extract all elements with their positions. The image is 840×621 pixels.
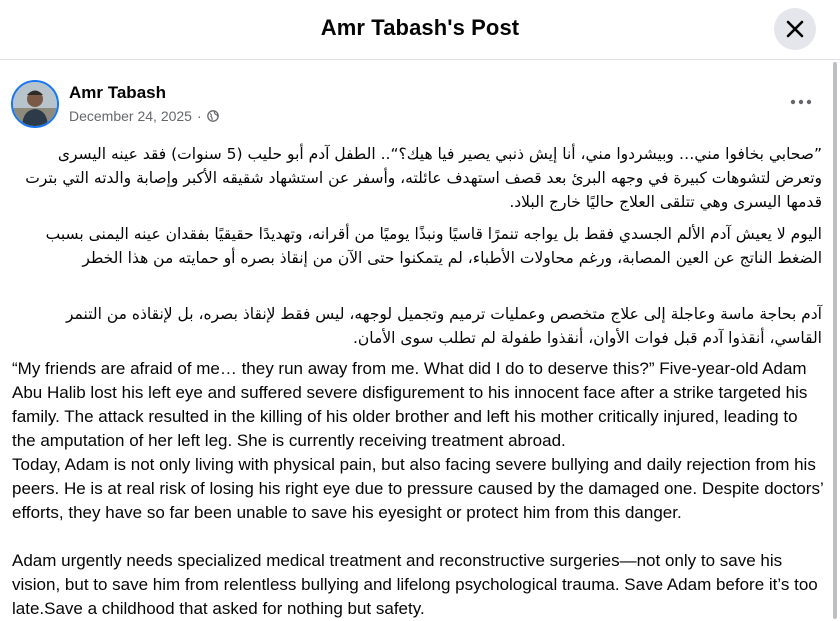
arabic-paragraph: اليوم لا يعيش آدم الألم الجسدي فقط بل يواجه تنمرًا قاسيًا ونبذًا يوميًا من أقرانه، وتهديدًا حقيقيًا بفقدان عينه اليمنى بسبب الضغط الناتج عن العين المصابة، ورغم محاولات الأطباء، لم يتمكنوا حتى الآن من إنقاذ بصره أو حمايته من هذا الخطر bbox=[45, 225, 822, 267]
dialog-title: Amr Tabash's Post bbox=[320, 15, 520, 40]
close-icon bbox=[785, 19, 805, 39]
post-date[interactable]: December 24, 2025 bbox=[69, 108, 192, 124]
globe-icon[interactable] bbox=[207, 110, 219, 122]
scrollbar[interactable] bbox=[833, 62, 837, 619]
avatar[interactable] bbox=[11, 80, 59, 128]
english-paragraph: Adam urgently needs specialized medical treatment and reconstructive surgeries—not only to save his vision, but to save him from relentless bullying and lifelong psychological trauma. Save Adam before it’s too late.Save a childhood that asked for nothing but safety. bbox=[12, 551, 818, 618]
english-paragraph: “My friends are afraid of me… they run away from me. What did I do to deserve this?” Five-year-old Adam Abu Halib lost his left eye and suffered severe disfigurement to his innocent face after a strike targeted his family. The attack resulted in the killing of his older brother and left his mother critically injured, leading to the amputation of her left leg. She is currently receiving treatment abroad. bbox=[12, 359, 808, 450]
more-options-icon bbox=[790, 99, 812, 105]
profile-photo bbox=[13, 82, 57, 126]
english-paragraph: Today, Adam is not only living with physical pain, but also facing severe bullying and daily rejection from his peers. He is at real risk of losing his right eye due to pressure caused by the damaged one. Despite doctors’ efforts, they have so far been unable to save his eyesight or protect him from this danger. bbox=[12, 455, 824, 522]
post-dialog-header bbox=[0, 0, 840, 60]
arabic-paragraph: آدم بحاجة ماسة وعاجلة إلى علاج متخصص وعمليات ترميم وتجميل لوجهه، ليس فقط لإنقاذ بصره، بل لإنقاذه من التنمر القاسي، أنقذوا آدم قبل فوات الأوان، أنقذوا طفولة لم تطلب سوى الأمان. bbox=[66, 305, 822, 347]
author-name[interactable]: Amr Tabash bbox=[69, 83, 166, 102]
meta-separator: · bbox=[196, 108, 202, 124]
more-options-button[interactable] bbox=[784, 88, 818, 116]
arabic-paragraph: ”صحابي بخافوا مني… وبيشردوا مني، أنا إيش ذنبي يصير فيا هيك؟“.. الطفل آدم أبو حليب (5 سنوات) فقد عينه اليسرى وتعرض لتشوهات كبيرة في وجهه البرئ بعد قصف استهدف عائلته، وأسفر عن استشهاد شقيقه الأكبر وإصابة والدته التي بترت قدمها اليسرى وهي تتلقى العلاج حاليًا خارج البلاد. bbox=[25, 145, 822, 211]
close-button[interactable] bbox=[774, 8, 816, 50]
post-meta bbox=[69, 108, 219, 124]
